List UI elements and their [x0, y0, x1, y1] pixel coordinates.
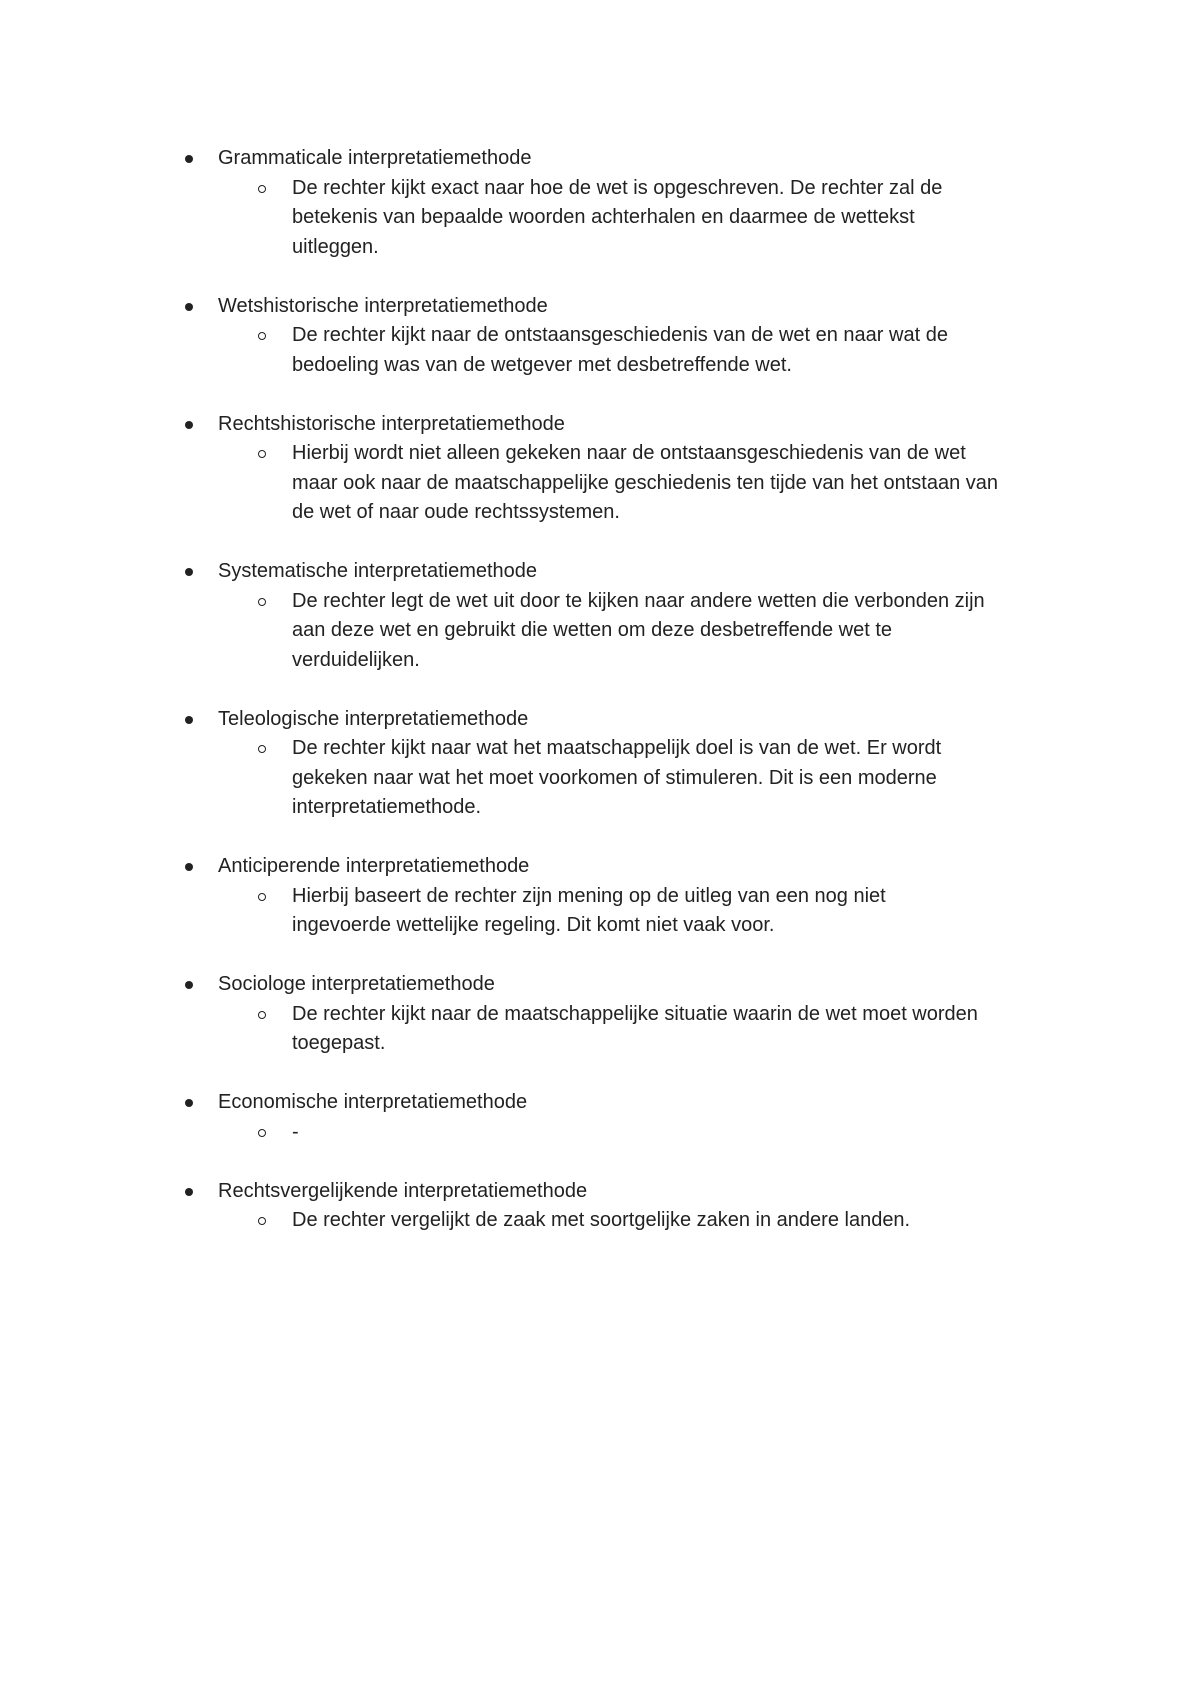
list-item-systematische — [180, 557, 1080, 675]
method-title: Teleologische interpretatiemethode — [218, 707, 529, 730]
filled-bullet-icon — [185, 155, 193, 163]
filled-bullet-icon — [185, 863, 193, 871]
list-item-sociologe — [180, 970, 1080, 1059]
list-item-rechtshistorische — [180, 410, 1080, 528]
list-item-wetshistorische — [180, 292, 1080, 381]
sub-list-item — [180, 1118, 1080, 1148]
list-item-anticiperende — [180, 852, 1080, 941]
method-title: Anticiperende interpretatiemethode — [218, 855, 530, 877]
list-item-grammaticale — [180, 144, 1080, 262]
sub-list — [180, 321, 1080, 380]
sub-list-item — [180, 1000, 1080, 1059]
method-description: De rechter kijkt naar de ontstaansgeschiedenis van de wet en naar wat de bedoeling was van de wetgever met desbetreffende wet. — [292, 324, 948, 376]
sub-list-item — [180, 587, 1080, 676]
hollow-bullet-icon — [258, 450, 266, 458]
filled-bullet-icon — [185, 1188, 193, 1196]
list-item-economische — [180, 1088, 1080, 1147]
method-list — [180, 144, 1080, 1265]
method-title: Rechtshistorische interpretatiemethode — [218, 412, 565, 435]
sub-list-item — [180, 734, 1080, 823]
filled-bullet-icon — [185, 981, 193, 989]
sub-list — [180, 1000, 1080, 1059]
method-title: Grammaticale interpretatiemethode — [218, 147, 532, 169]
hollow-bullet-icon — [258, 1129, 266, 1137]
method-description: De rechter kijkt naar wat het maatschappelijk doel is van de wet. Er wordt gekeken naar wat het moet voorkomen of stimuleren. Dit is een moderne interpretatiemethode. — [292, 737, 942, 818]
method-title-row — [180, 970, 1080, 1000]
method-title-row — [180, 144, 1080, 174]
sub-list-item — [180, 321, 1080, 380]
list-item-rechtsvergelijkende — [180, 1177, 1080, 1236]
method-title: Sociologe interpretatiemethode — [218, 973, 495, 995]
sub-list-item — [180, 1206, 1080, 1236]
list-item-teleologische — [180, 705, 1080, 823]
method-title-row — [180, 292, 1080, 322]
method-title-row — [180, 1088, 1080, 1118]
method-title: Wetshistorische interpretatiemethode — [218, 294, 548, 317]
hollow-bullet-icon — [258, 893, 266, 901]
sub-list — [180, 882, 1080, 941]
hollow-bullet-icon — [258, 1011, 266, 1019]
sub-list — [180, 439, 1080, 528]
filled-bullet-icon — [185, 716, 193, 724]
sub-list-item — [180, 882, 1080, 941]
filled-bullet-icon — [185, 421, 193, 429]
sub-list — [180, 174, 1080, 263]
method-description: - — [292, 1120, 299, 1143]
sub-list — [180, 1206, 1080, 1236]
method-title: Economische interpretatiemethode — [218, 1091, 528, 1113]
method-title-row — [180, 557, 1080, 587]
filled-bullet-icon — [185, 568, 193, 576]
method-title-row — [180, 1177, 1080, 1207]
method-title-row — [180, 852, 1080, 882]
sub-list — [180, 1118, 1080, 1148]
filled-bullet-icon — [185, 303, 193, 311]
method-description: De rechter vergelijkt de zaak met soortgelijke zaken in andere landen. — [292, 1209, 911, 1231]
filled-bullet-icon — [185, 1099, 193, 1107]
method-description: Hierbij wordt niet alleen gekeken naar de ontstaansgeschiedenis van de wet maar ook naar de maatschappelijke geschiedenis ten tijde van het ontstaan van de wet of naar oude rechtssystemen. — [292, 442, 999, 523]
method-title: Rechtsvergelijkende interpretatiemethode — [218, 1179, 588, 1202]
hollow-bullet-icon — [258, 1217, 266, 1225]
method-title-row — [180, 705, 1080, 735]
method-description: De rechter legt de wet uit door te kijken naar andere wetten die verbonden zijn aan deze wet en gebruikt die wetten om deze desbetreffende wet te verduidelijken. — [292, 589, 985, 671]
hollow-bullet-icon — [258, 598, 266, 606]
hollow-bullet-icon — [258, 185, 266, 193]
sub-list — [180, 587, 1080, 676]
method-title-row — [180, 410, 1080, 440]
sub-list — [180, 734, 1080, 823]
method-description: Hierbij baseert de rechter zijn mening op de uitleg van een nog niet ingevoerde wettelijke regeling. Dit komt niet vaak voor. — [292, 884, 886, 936]
hollow-bullet-icon — [258, 745, 266, 753]
method-description: De rechter kijkt exact naar hoe de wet is opgeschreven. De rechter zal de betekenis van bepaalde woorden achterhalen en daarmee de wettekst uitleggen. — [292, 176, 943, 258]
method-description: De rechter kijkt naar de maatschappelijke situatie waarin de wet moet worden toegepast. — [292, 1002, 978, 1054]
hollow-bullet-icon — [258, 332, 266, 340]
sub-list-item — [180, 439, 1080, 528]
method-title: Systematische interpretatiemethode — [218, 560, 538, 582]
sub-list-item — [180, 174, 1080, 263]
